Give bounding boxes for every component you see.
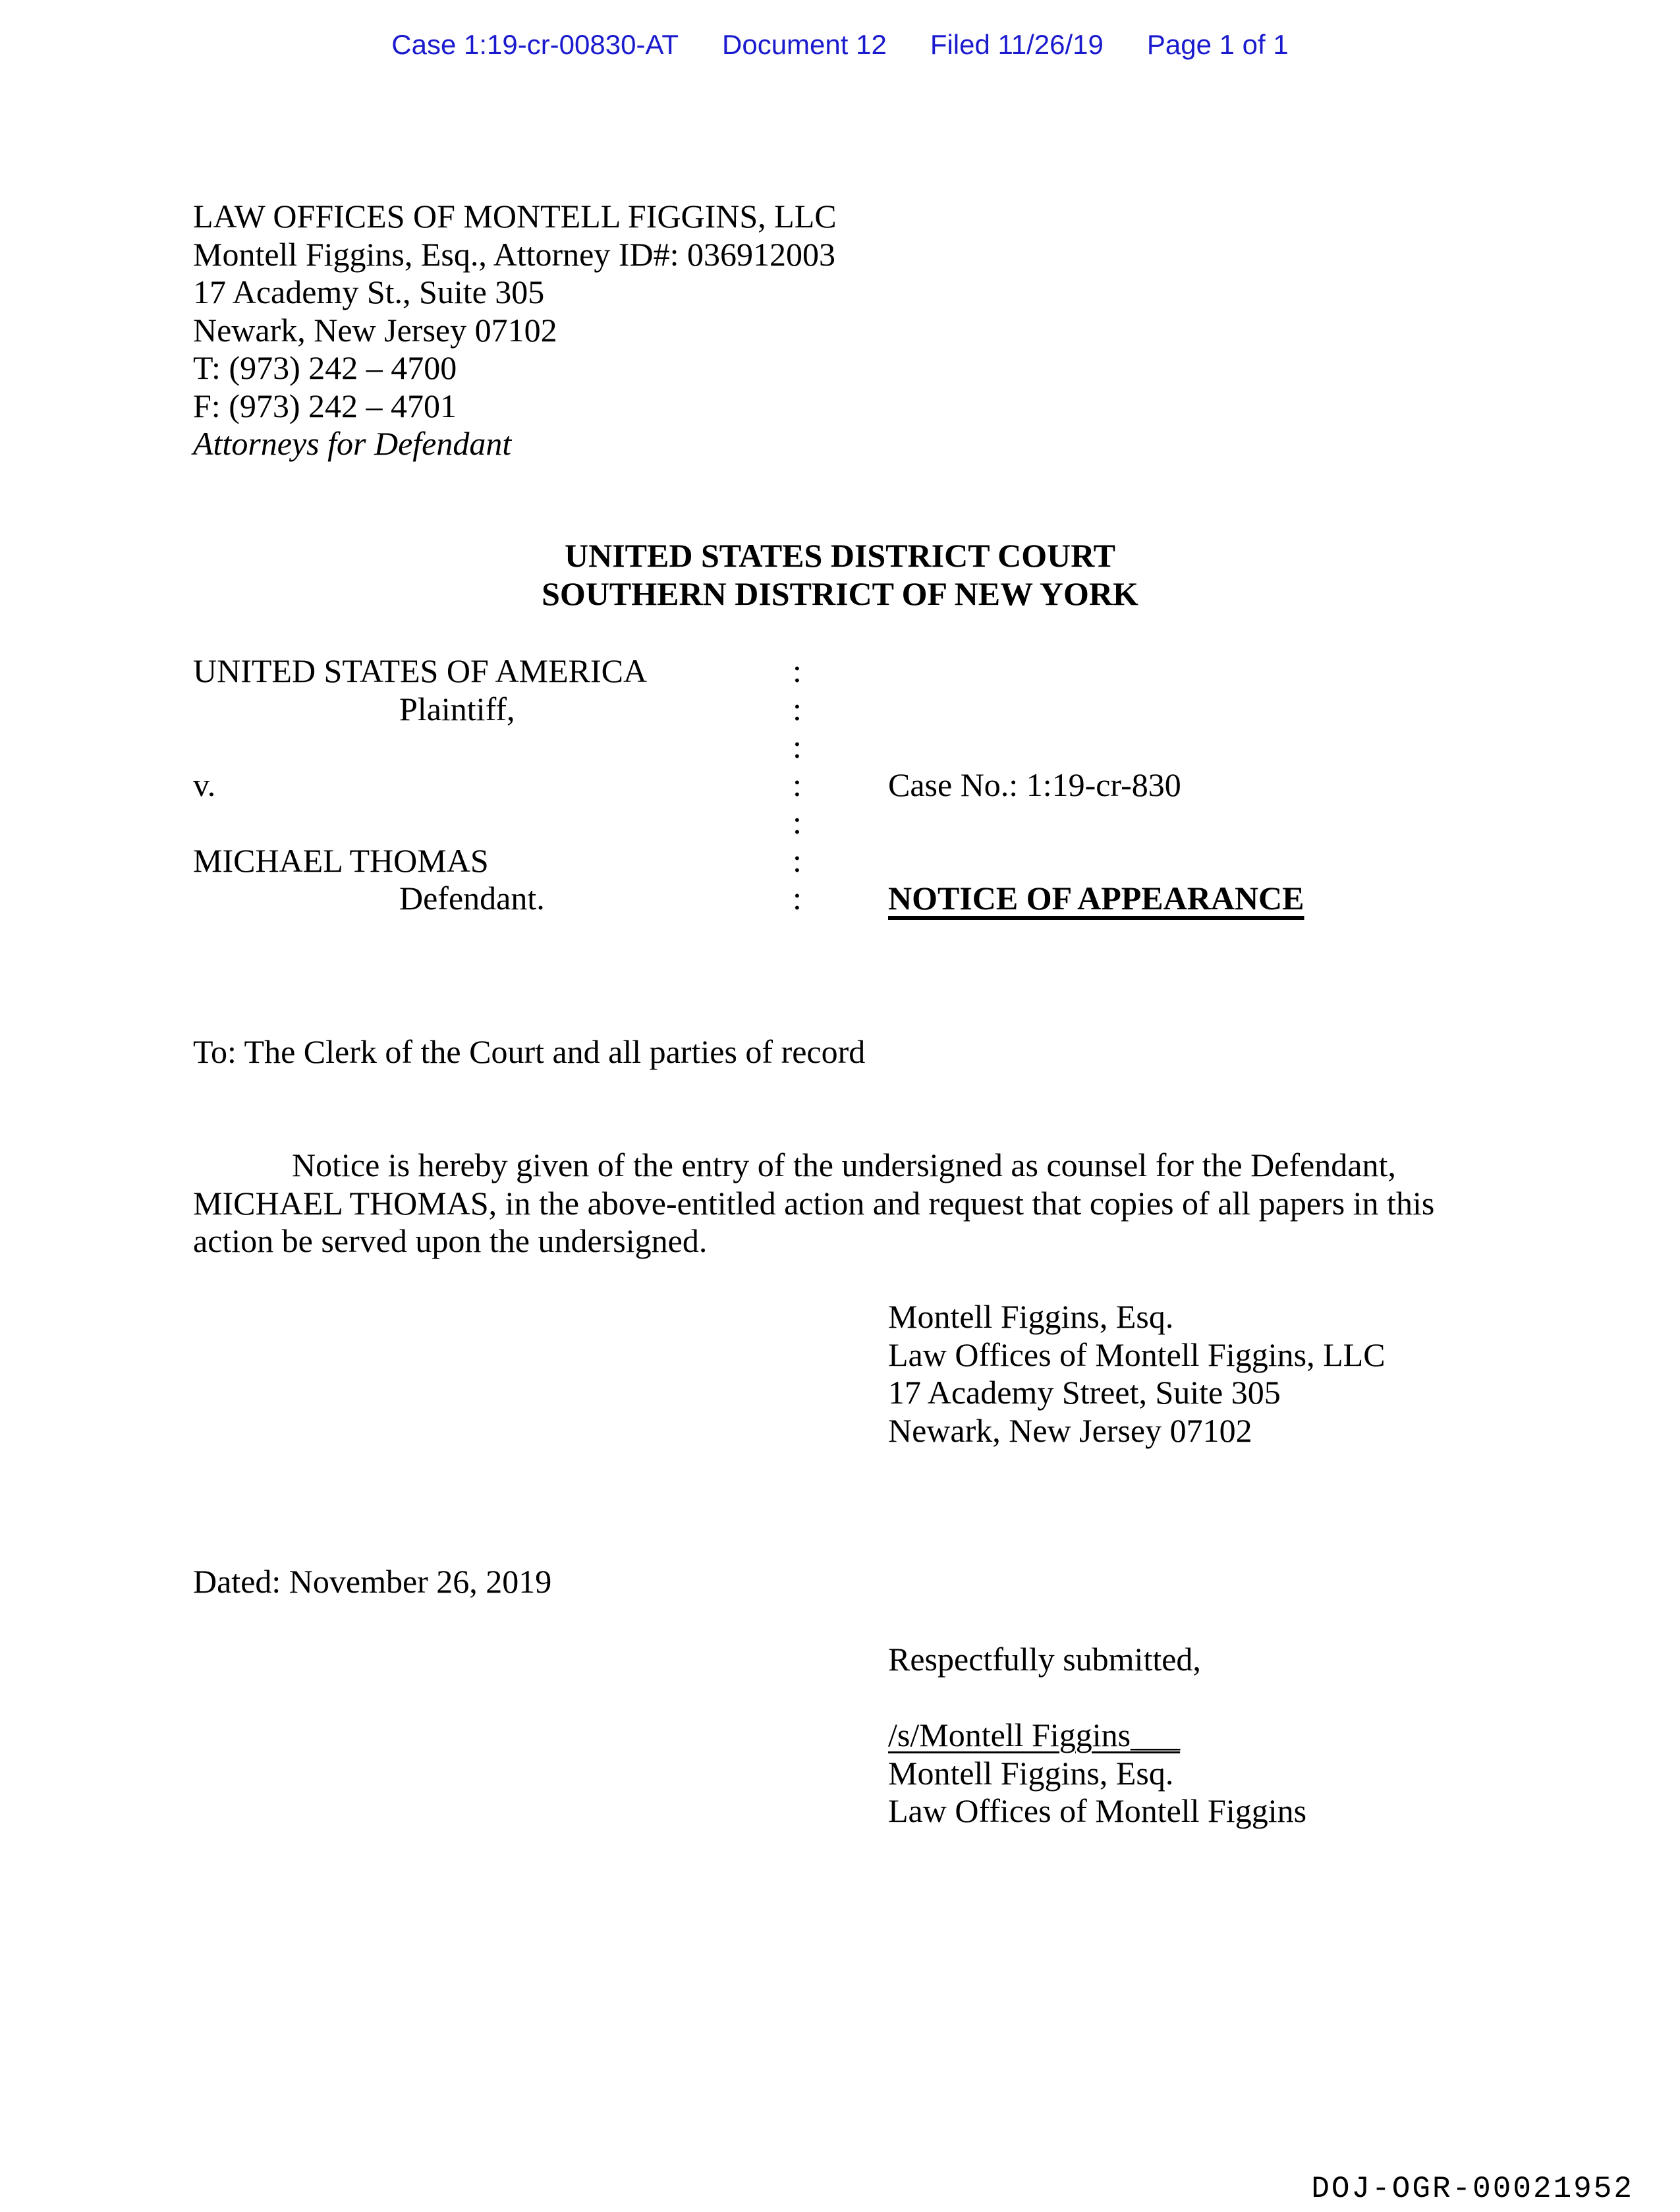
caption-blank-row — [888, 842, 1304, 880]
caption-colon: : — [793, 880, 802, 917]
caption-blank-row — [888, 691, 1304, 729]
body-paragraph-line2: MICHAEL THOMAS, in the above-entitled action and request that copies of all papers in this — [193, 1184, 1435, 1222]
caption-blank-row — [193, 804, 647, 842]
counsel-firm: Law Offices of Montell Figgins, LLC — [888, 1336, 1386, 1373]
signature-spacer — [888, 1679, 1306, 1717]
firm-telephone: T: (973) 242 – 4700 — [193, 349, 457, 386]
versus-label: v. — [193, 766, 216, 803]
bates-number: DOJ-OGR-00021952 — [1311, 2172, 1634, 2206]
caption-blank-row — [888, 804, 1304, 842]
counsel-city-state-zip: Newark, New Jersey 07102 — [888, 1411, 1252, 1449]
signer-firm: Law Offices of Montell Figgins — [888, 1792, 1307, 1829]
stamp-filed-date: Filed 11/26/19 — [930, 29, 1104, 60]
counsel-address-block — [888, 1298, 1386, 1450]
court-title — [0, 537, 1680, 613]
signer-name: Montell Figgins, Esq. — [888, 1754, 1174, 1792]
defendant-role: Defendant. — [399, 880, 545, 917]
caption-colon: : — [793, 804, 802, 841]
firm-fax: F: (973) 242 – 4701 — [193, 387, 457, 424]
stamp-page-number: Page 1 of 1 — [1146, 29, 1289, 60]
caption-colon: : — [793, 766, 802, 803]
court-stamp-header — [0, 29, 1680, 61]
caption-right-column — [888, 652, 1304, 918]
caption-blank-row — [888, 652, 1304, 691]
notice-of-appearance-title: NOTICE OF APPEARANCE — [888, 880, 1304, 917]
addressee-line: To: The Clerk of the Court and all parties of record — [193, 1033, 866, 1070]
firm-name: LAW OFFICES OF MONTELL FIGGINS, LLC — [193, 198, 837, 235]
case-number: Case No.: 1:19-cr-830 — [888, 766, 1181, 803]
counsel-street: 17 Academy Street, Suite 305 — [888, 1374, 1281, 1411]
firm-city-state-zip: Newark, New Jersey 07102 — [193, 311, 557, 349]
counsel-name: Montell Figgins, Esq. — [888, 1298, 1174, 1335]
court-title-line1: UNITED STATES DISTRICT COURT — [565, 537, 1115, 574]
caption-blank-row — [193, 728, 647, 766]
attorneys-for-defendant-line: Attorneys for Defendant — [193, 425, 512, 462]
caption-colon: : — [793, 652, 802, 689]
stamp-document-number: Document 12 — [722, 29, 887, 60]
law-firm-block — [193, 198, 837, 463]
court-title-line2: SOUTHERN DISTRICT OF NEW YORK — [542, 575, 1138, 612]
signature-block — [888, 1641, 1306, 1830]
plaintiff-name: UNITED STATES OF AMERICA — [193, 652, 648, 689]
caption-blank-row — [888, 728, 1304, 766]
body-paragraph-line3: action be served upon the undersigned. — [193, 1222, 708, 1259]
caption-colon-column — [793, 652, 802, 918]
firm-street-address: 17 Academy St., Suite 305 — [193, 273, 545, 310]
stamp-case-number: Case 1:19-cr-00830-AT — [391, 29, 679, 60]
closing-line: Respectfully submitted, — [888, 1641, 1201, 1678]
caption-colon: : — [793, 690, 802, 727]
attorney-id-line: Montell Figgins, Esq., Attorney ID#: 036912003 — [193, 235, 835, 273]
defendant-name: MICHAEL THOMAS — [193, 841, 489, 879]
dated-line: Dated: November 26, 2019 — [193, 1563, 552, 1600]
electronic-signature: /s/Montell Figgins___ — [888, 1716, 1181, 1753]
caption-parties-column — [193, 652, 647, 918]
notice-body-paragraph — [193, 1147, 1478, 1261]
caption-colon: : — [793, 841, 802, 879]
plaintiff-role: Plaintiff, — [399, 690, 515, 727]
caption-colon: : — [793, 728, 802, 765]
body-paragraph-line1: Notice is hereby given of the entry of the undersigned as counsel for the Defendant, — [292, 1147, 1396, 1183]
